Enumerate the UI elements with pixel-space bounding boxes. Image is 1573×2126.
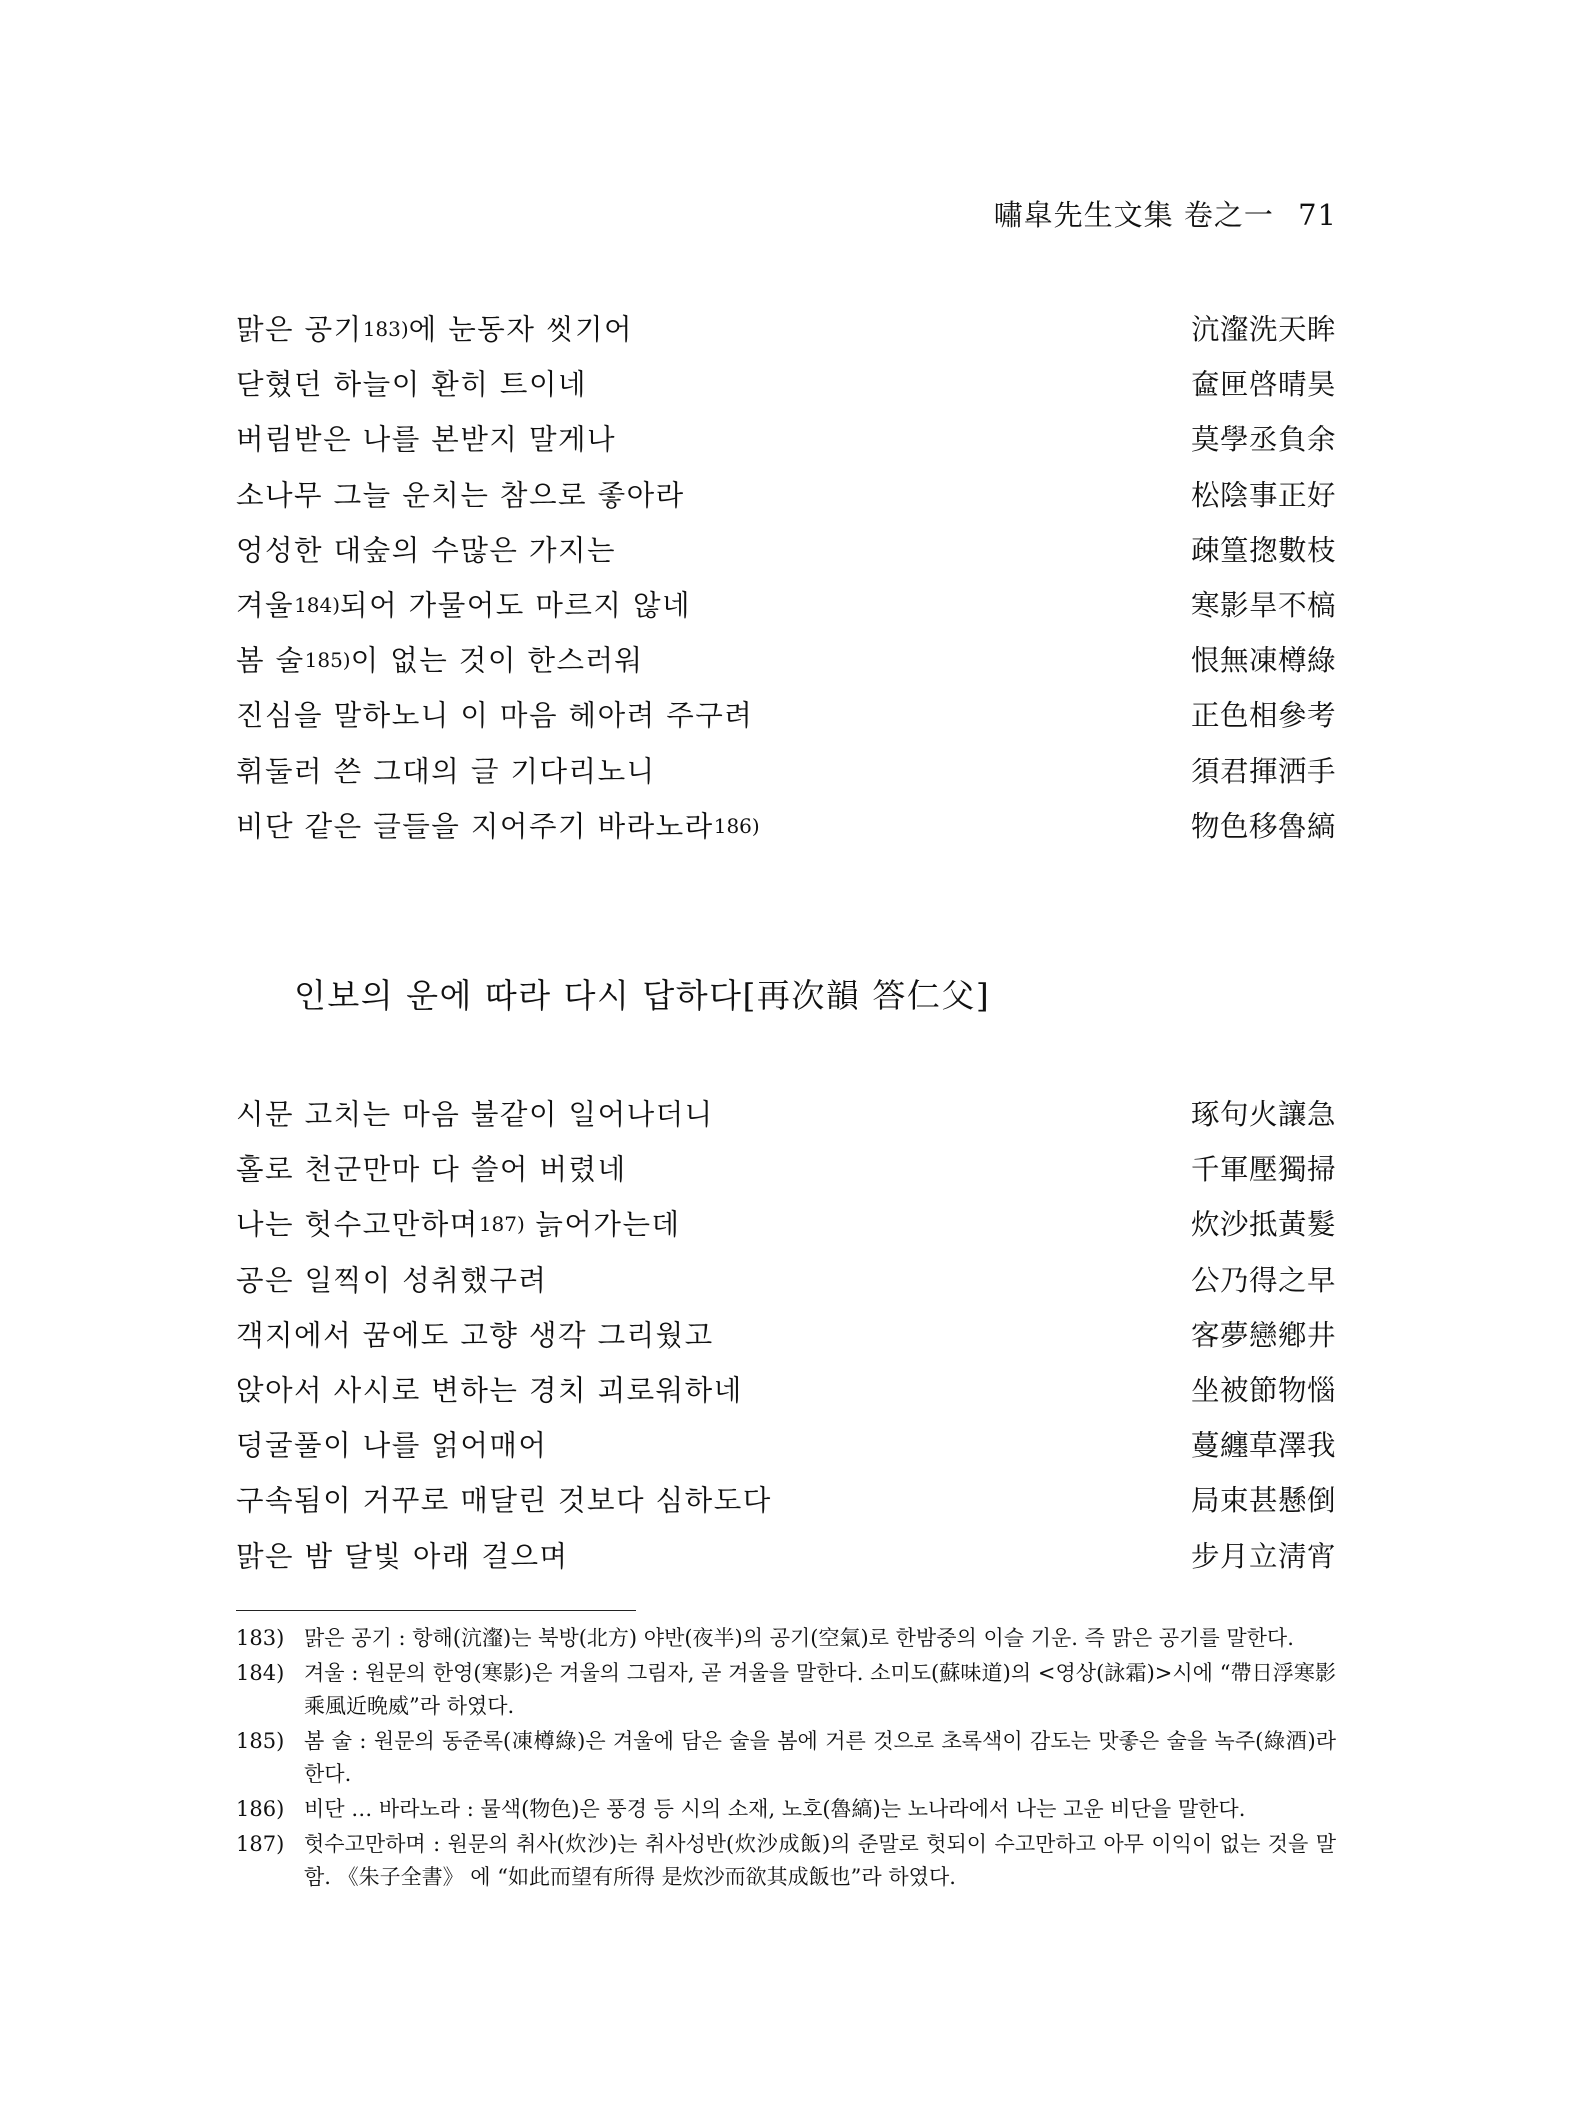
footnote-text: 비단 … 바라노라 : 물색(物色)은 풍경 등 시의 소재, 노호(魯縞)는 노나라에서 나는 고운 비단을 말한다. (304, 1797, 1246, 1821)
translation-text: 구속됨이 거꾸로 매달린 것보다 심하도다 (236, 1484, 772, 1518)
running-header (994, 193, 1337, 234)
translation-text: 객지에서 꿈에도 고향 생각 그리웠고 (236, 1318, 714, 1352)
footnote-reference: 186) (713, 813, 760, 838)
poem-line (236, 744, 1336, 799)
hanja-original: 疎篁揔數枝 (1190, 533, 1336, 567)
poem-line (236, 578, 1336, 633)
footnote-reference: 183) (362, 317, 409, 341)
translation-text-continued: 늙어가는데 (524, 1208, 681, 1242)
poem-line (236, 302, 1336, 357)
korean-translation (236, 523, 616, 578)
korean-translation (236, 799, 760, 857)
translation-text: 겨울 (236, 588, 295, 622)
footnote-item (236, 1725, 1336, 1791)
korean-translation (236, 1473, 772, 1528)
footnote-item (236, 1828, 1336, 1894)
footnote-item (236, 1793, 1336, 1826)
translation-text: 덩굴풀이 나를 얽어매어 (236, 1429, 548, 1463)
poem-line (236, 1529, 1336, 1584)
hanja-original: 恨無凍樽綠 (1190, 644, 1336, 678)
poem-line (236, 633, 1336, 688)
translation-text: 시문 고치는 마음 불같이 일어나더니 (236, 1098, 714, 1131)
translation-text: 홀로 천군만마 다 쓸어 버렸네 (236, 1153, 627, 1187)
poem-line (236, 412, 1336, 467)
footnote-text: 헛수고만하며 : 원문의 취사(炊沙)는 취사성반(炊沙成飯)의 준말로 헛되이 수고만하고 아무 이익이 없는 것을 말함. 《朱子全書》 에 “如此而望有所得 是炊沙而欲其成飯也”라 하였다. (304, 1832, 1336, 1889)
poem-line (236, 523, 1336, 578)
korean-translation (236, 412, 616, 467)
translation-text: 닫혔던 하늘이 환히 트이네 (236, 368, 588, 402)
poem-line (236, 688, 1336, 743)
hanja-original: 正色相參考 (1190, 699, 1336, 733)
translation-text: 소나무 그늘 운치는 참으로 좋아라 (236, 478, 685, 512)
poem-line (236, 1473, 1336, 1528)
hanja-original: 松陰事正好 (1190, 478, 1336, 512)
section-title: 인보의 운에 따라 다시 답하다[再次韻 答仁父] (294, 976, 991, 1015)
footnote-number: 187) (236, 1832, 285, 1856)
hanja-original: 坐被節物惱 (1190, 1373, 1336, 1407)
hanja-original: 奩匣啓晴昊 (1190, 368, 1336, 402)
translation-text-continued: 이 없는 것이 한스러워 (350, 644, 644, 678)
poem-line (236, 1253, 1336, 1308)
korean-translation (236, 302, 633, 360)
korean-translation (236, 1197, 681, 1255)
translation-text: 앉아서 사시로 변하는 경치 괴로워하네 (236, 1373, 743, 1407)
korean-translation (236, 1087, 714, 1142)
footnote-divider (236, 1610, 636, 1611)
hanja-original: 千軍壓獨掃 (1190, 1153, 1336, 1187)
hanja-original: 琢句火讓急 (1190, 1098, 1336, 1131)
poem-line (236, 468, 1336, 523)
footnote-number: 184) (236, 1661, 285, 1685)
book-title: 嘯皐先生文集 卷之一 (993, 198, 1274, 232)
hanja-original: 須君揮洒手 (1190, 754, 1336, 788)
poem-first (236, 302, 1336, 854)
hanja-original: 局束甚懸倒 (1190, 1484, 1336, 1518)
footnote-reference: 187) (478, 1212, 525, 1237)
hanja-original: 沆瀣洗天眸 (1190, 313, 1336, 346)
footnote-reference: 184) (294, 592, 341, 617)
footnotes (236, 1622, 1336, 1896)
korean-translation (236, 1253, 547, 1308)
hanja-original: 蔓纏草澤我 (1190, 1429, 1336, 1463)
footnote-item (236, 1657, 1336, 1723)
translation-text: 버림받은 나를 본받지 말게나 (236, 423, 617, 457)
translation-text: 맑은 밤 달빛 아래 걸으며 (236, 1539, 569, 1573)
translation-text-continued: 되어 가물어도 마르지 않네 (340, 588, 692, 622)
korean-translation (236, 688, 753, 743)
hanja-original: 公乃得之早 (1190, 1263, 1336, 1297)
korean-translation (236, 1529, 569, 1584)
translation-text: 나는 헛수고만하며 (236, 1208, 479, 1242)
footnote-number: 185) (236, 1729, 285, 1753)
translation-text-continued: 에 눈동자 씻기어 (408, 313, 634, 346)
page-number: 71 (1298, 198, 1337, 232)
poem-line (236, 1418, 1336, 1473)
hanja-original: 客夢戀鄕井 (1190, 1318, 1336, 1352)
footnote-text: 맑은 공기 : 항해(沆瀣)는 북방(北方) 야반(夜半)의 공기(空氣)로 한밤중의 이슬 기운. 즉 맑은 공기를 말한다. (304, 1626, 1294, 1650)
poem-line (236, 357, 1336, 412)
poem-line (236, 799, 1336, 854)
korean-translation (236, 1418, 547, 1473)
hanja-original: 莫學丞負余 (1190, 423, 1336, 457)
poem-line (236, 1197, 1336, 1252)
footnote-text: 봄 술 : 원문의 동준록(凍樽綠)은 겨울에 담은 술을 봄에 거른 것으로 초록색이 감도는 맛좋은 술을 녹주(綠酒)라 한다. (304, 1729, 1336, 1786)
translation-text: 비단 같은 글들을 지어주기 바라노라 (236, 809, 714, 843)
hanja-original: 炊沙抵黃髮 (1190, 1208, 1336, 1242)
poem-line (236, 1308, 1336, 1363)
korean-translation (236, 1142, 627, 1197)
translation-text: 휘둘러 쓴 그대의 글 기다리노니 (236, 754, 656, 788)
hanja-original: 物色移魯縞 (1190, 809, 1336, 843)
footnote-text: 겨울 : 원문의 한영(寒影)은 겨울의 그림자, 곧 겨울을 말한다. 소미도(蘇味道)의 <영상(詠霜)>시에 “帶日浮寒影 乘風近晩威”라 하였다. (304, 1661, 1336, 1718)
translation-text: 진심을 말하노니 이 마음 헤아려 주구려 (236, 699, 754, 733)
footnote-number: 183) (236, 1626, 285, 1650)
poem-line (236, 1087, 1336, 1142)
korean-translation (236, 578, 691, 636)
footnote-reference: 185) (304, 648, 351, 673)
korean-translation (236, 468, 685, 523)
footnote-number: 186) (236, 1797, 285, 1821)
poem-second (236, 1087, 1336, 1584)
korean-translation (236, 633, 644, 691)
korean-translation (236, 744, 656, 799)
poem-line (236, 1363, 1336, 1418)
translation-text: 맑은 공기 (236, 313, 363, 346)
korean-translation (236, 357, 587, 412)
hanja-original: 步月立淸宵 (1190, 1539, 1336, 1573)
poem-line (236, 1142, 1336, 1197)
footnote-item (236, 1622, 1336, 1655)
translation-text: 엉성한 대숲의 수많은 가지는 (236, 533, 617, 567)
hanja-original: 寒影旱不槁 (1190, 588, 1336, 622)
translation-text: 봄 술 (236, 644, 305, 678)
korean-translation (236, 1308, 714, 1363)
translation-text: 공은 일찍이 성취했구려 (236, 1263, 548, 1297)
korean-translation (236, 1363, 743, 1418)
